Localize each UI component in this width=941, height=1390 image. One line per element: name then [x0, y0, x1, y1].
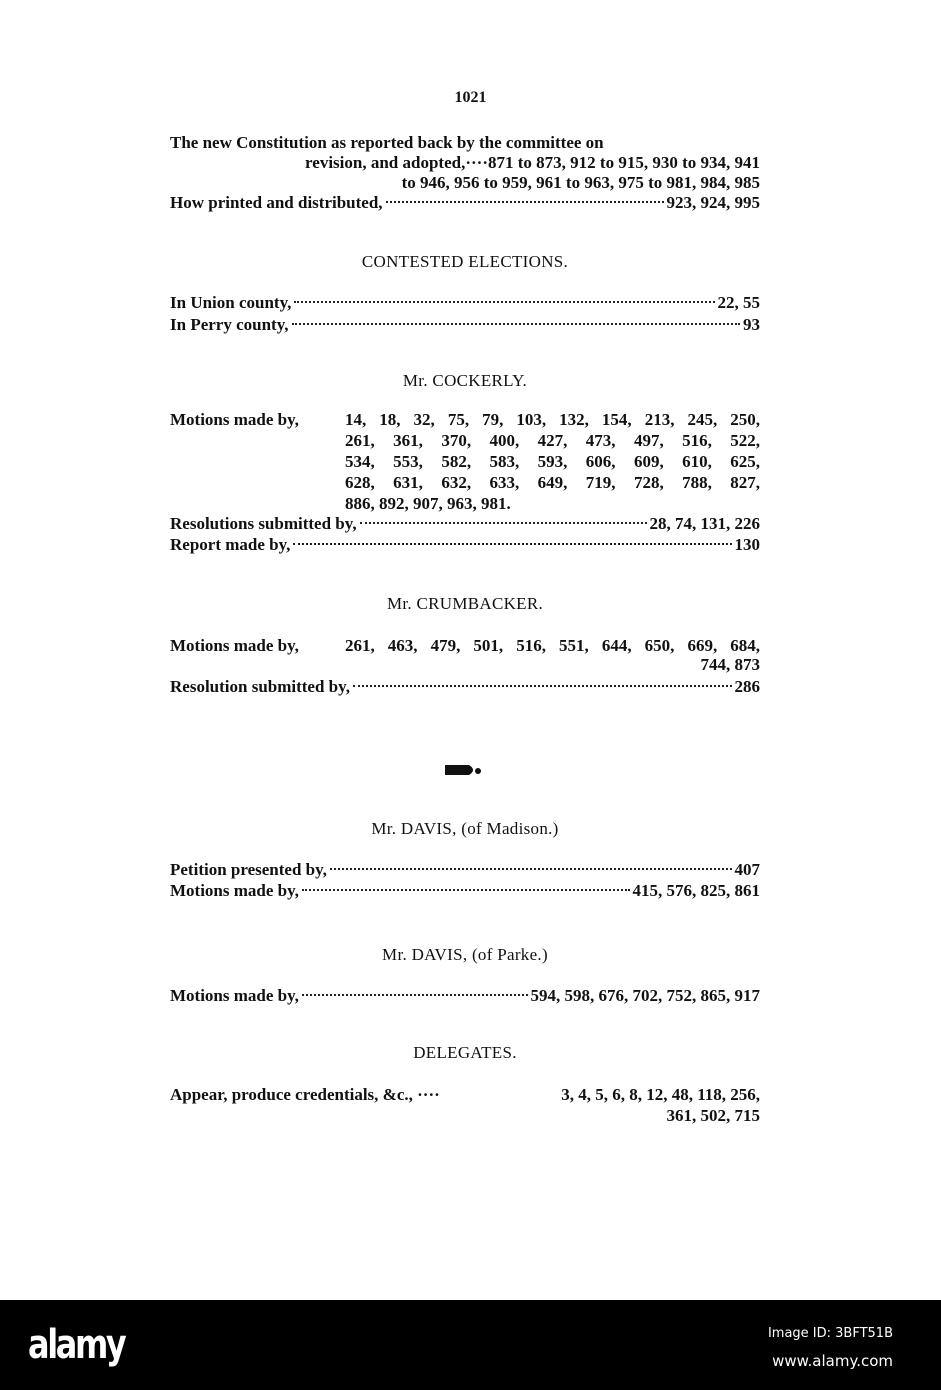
entry-label: Motions made by,	[170, 410, 299, 429]
entry-pages: 594, 598, 676, 702, 752, 865, 917	[530, 986, 760, 1005]
entry-pages: 3, 4, 5, 6, 8, 12, 48, 118, 256,	[561, 1085, 760, 1104]
motions-continuation	[170, 430, 760, 452]
dot-leader	[353, 685, 732, 687]
entry-label: Resolution submitted by,	[170, 677, 350, 696]
entry-label: revision, and adopted,····	[305, 153, 489, 172]
entry-pages: 93	[743, 315, 760, 334]
entry-pages: 534, 553, 582, 583, 593, 606, 609, 610, 625,	[345, 452, 760, 471]
printed-entry	[170, 192, 760, 214]
dot-leader	[330, 868, 732, 870]
dot-leader	[386, 201, 664, 203]
section-heading: Mr. DAVIS, (of Parke.)	[382, 945, 548, 964]
entry-pages: 261, 463, 479, 501, 516, 551, 644, 650, 669, 684,	[345, 636, 760, 655]
entry-label: Report made by,	[170, 535, 291, 554]
motions-continuation: 744, 873	[700, 655, 760, 674]
section-heading: CONTESTED ELECTIONS.	[361, 252, 569, 271]
entry-label: Motions made by,	[170, 636, 299, 655]
entry-pages: 22, 55	[717, 293, 760, 312]
entry-pages: 407	[734, 860, 760, 879]
dot-leader	[294, 301, 714, 303]
constitution-line-3: to 946, 956 to 959, 961 to 963, 975 to 981, 984, 985	[401, 173, 760, 192]
index-entry	[170, 859, 760, 881]
index-entry	[170, 534, 760, 556]
dot-leader	[292, 323, 740, 325]
index-entry	[170, 985, 760, 1007]
alamy-logo: alamy	[28, 1322, 125, 1368]
entry-pages: 130	[734, 535, 760, 554]
entry-label: Appear, produce credentials, &c., ····	[170, 1085, 440, 1104]
index-entry	[170, 676, 760, 698]
index-entry	[170, 513, 760, 535]
index-entry	[170, 880, 760, 902]
entry-pages: 14, 18, 32, 75, 79, 103, 132, 154, 213, 245, 250,	[345, 410, 760, 429]
motions-continuation	[170, 451, 760, 473]
page-number: 1021	[454, 89, 487, 106]
entry-pages: 923, 924, 995	[666, 193, 760, 212]
section-letter-ornament	[445, 763, 481, 777]
dot-leader	[360, 522, 647, 524]
entry-pages: 628, 631, 632, 633, 649, 719, 728, 788, 827,	[345, 473, 760, 492]
motions-continuation	[170, 472, 760, 494]
entry-label: Resolutions submitted by,	[170, 514, 357, 533]
index-entry	[170, 292, 760, 314]
motions-continuation: 886, 892, 907, 963, 981.	[345, 494, 511, 513]
entry-pages: 261, 361, 370, 400, 427, 473, 497, 516, 522,	[345, 431, 760, 450]
constitution-line-2	[170, 152, 760, 174]
dot-leader	[293, 543, 731, 545]
section-heading: DELEGATES.	[413, 1043, 517, 1062]
section-heading: Mr. DAVIS, (of Madison.)	[371, 819, 559, 838]
entry-pages: 415, 576, 825, 861	[632, 881, 760, 900]
dot-leader	[302, 889, 630, 891]
entry-label: Petition presented by,	[170, 860, 327, 879]
site-url: www.alamy.com	[772, 1352, 893, 1370]
motions-entry	[170, 409, 760, 431]
image-id: Image ID: 3BFT51B	[767, 1326, 893, 1341]
dot-leader	[302, 994, 528, 996]
entry-label: Motions made by,	[170, 986, 299, 1005]
section-heading: Mr. COCKERLY.	[402, 371, 528, 390]
watermark-footer	[0, 1300, 941, 1390]
entry-label: In Union county,	[170, 293, 292, 312]
entry-label: In Perry county,	[170, 315, 289, 334]
entry-label: How printed and distributed,	[170, 193, 383, 212]
section-heading: Mr. CRUMBACKER.	[386, 594, 544, 613]
entry-label: Motions made by,	[170, 881, 299, 900]
entry-pages: 871 to 873, 912 to 915, 930 to 934, 941	[488, 153, 760, 172]
entry-continuation: 361, 502, 715	[666, 1106, 760, 1125]
entry-pages: 28, 74, 131, 226	[649, 514, 760, 533]
index-entry	[170, 314, 760, 336]
index-entry	[170, 1084, 760, 1106]
constitution-line-1: The new Constitution as reported back by the committee on	[170, 133, 604, 152]
entry-pages: 286	[734, 677, 760, 696]
